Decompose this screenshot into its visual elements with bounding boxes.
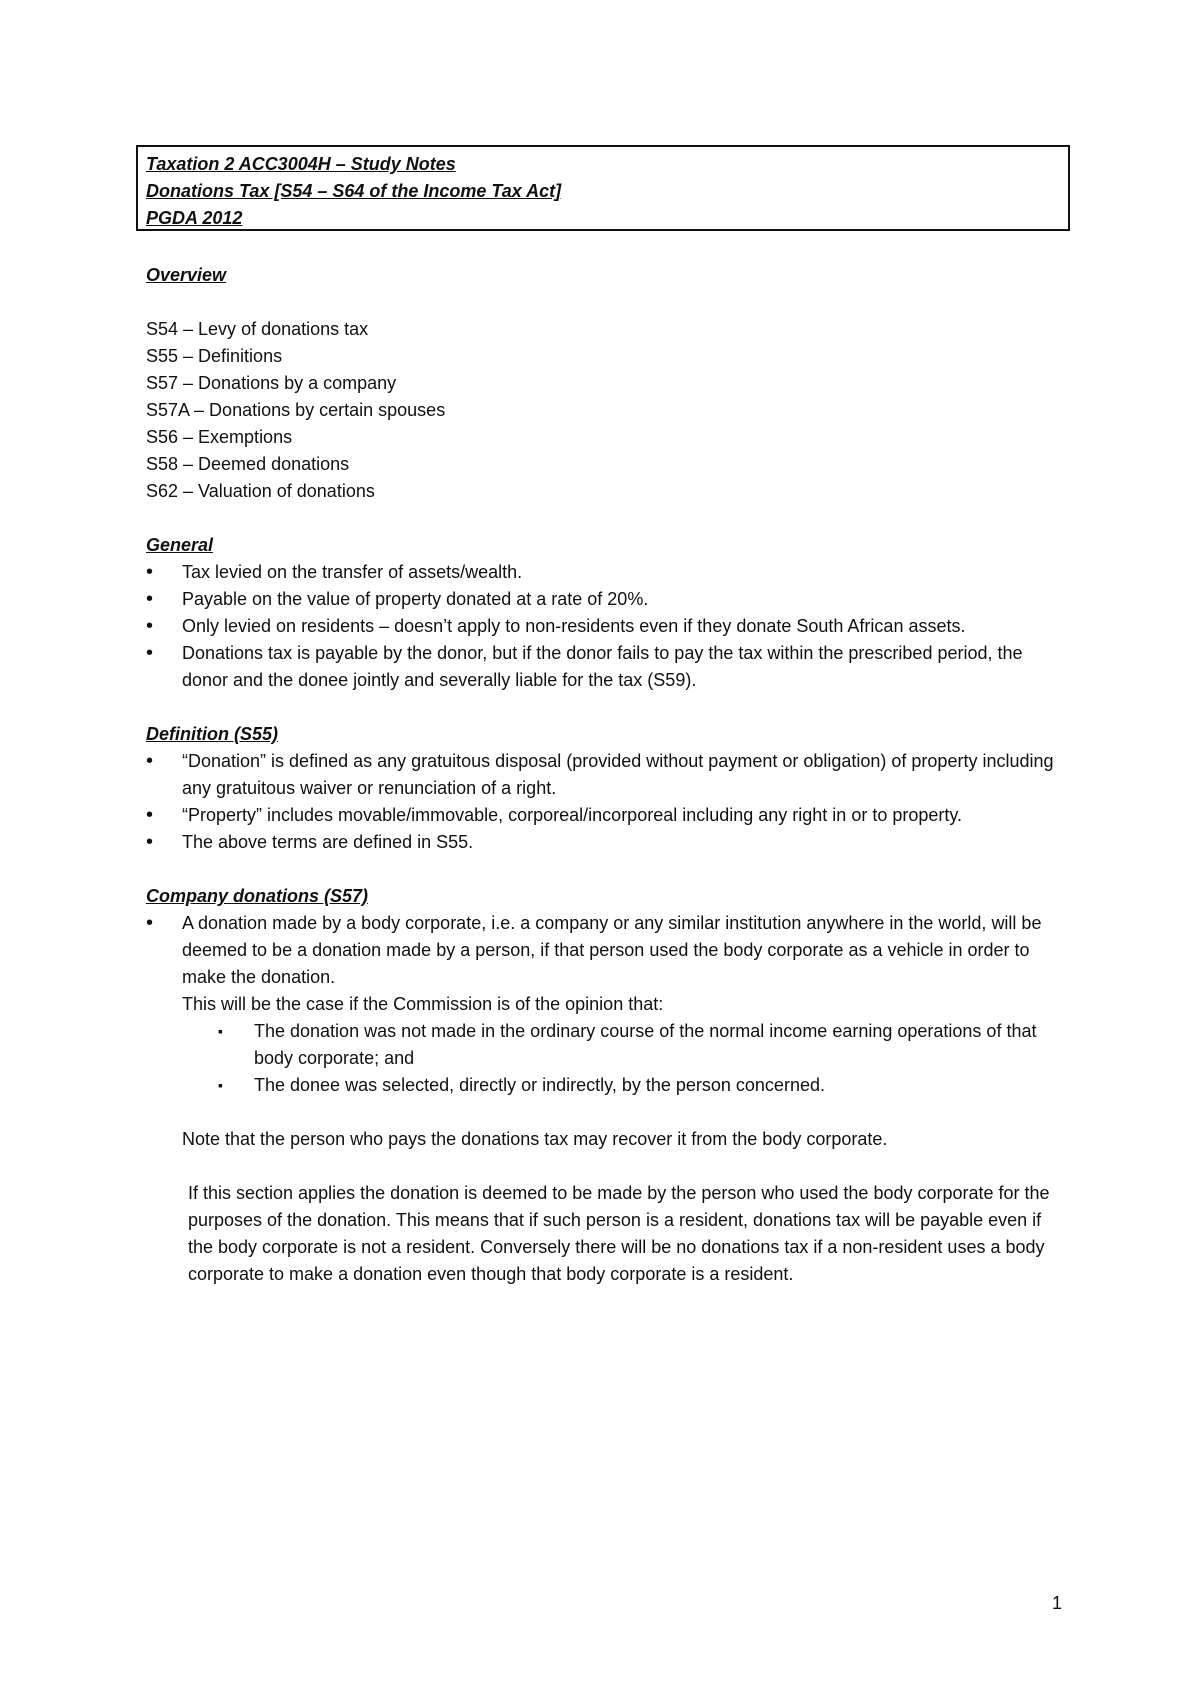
condition-item: ▪ The donation was not made in the ordinary course of the normal income earning operations of that body corporate; and <box>218 1018 1066 1072</box>
recovery-note: Note that the person who pays the donations tax may recover it from the body corporate. <box>182 1129 888 1149</box>
overview-item: S55 – Definitions <box>146 346 283 366</box>
document-body <box>146 262 1066 1288</box>
overview-item: S57 – Donations by a company <box>146 373 397 393</box>
topic-title: Donations Tax [S54 – S64 of the Income Tax Act] <box>146 181 562 201</box>
definition-list <box>146 748 1066 856</box>
programme-title: PGDA 2012 <box>146 208 243 228</box>
overview-list <box>146 316 1066 505</box>
definition-heading: Definition (S55) <box>146 724 279 744</box>
definition-bullet: • “Property” includes movable/immovable, corporeal/incorporeal including any right in or to property. <box>146 802 1066 829</box>
condition-list <box>146 1018 1066 1099</box>
general-bullet: • Payable on the value of property donated at a rate of 20%. <box>146 586 1066 613</box>
overview-item: S54 – Levy of donations tax <box>146 319 369 339</box>
overview-item: S57A – Donations by certain spouses <box>146 400 446 420</box>
company-heading: Company donations (S57) <box>146 886 369 906</box>
page-number: 1 <box>1051 1593 1062 1613</box>
definition-bullet: • “Donation” is defined as any gratuitous disposal (provided without payment or obligation) of property including any gratuitous waiver or renunciation of a right. <box>146 748 1066 802</box>
general-bullet: • Tax levied on the transfer of assets/wealth. <box>146 559 1066 586</box>
overview-heading: Overview <box>146 265 227 285</box>
overview-item: S62 – Valuation of donations <box>146 481 375 501</box>
general-list <box>146 559 1066 694</box>
company-bullet: • A donation made by a body corporate, i.e. a company or any similar institution anywhere in the world, will be deemed to be a donation made by a person, if that person used the body corporate as a vehicle in order to make the donation. <box>146 910 1066 991</box>
general-bullet: • Only levied on residents – doesn’t apply to non-residents even if they donate South African assets. <box>146 613 1066 640</box>
overview-item: S56 – Exemptions <box>146 427 293 447</box>
deemed-donation-paragraph: If this section applies the donation is deemed to be made by the person who used the body corporate for the purposes of the donation. This means that if such person is a resident, donations tax will be payable even if the body corporate is not a resident. Conversely there will be no donations tax if a non-resident uses a body corporate to make a donation even though that body corporate is a resident. <box>188 1183 1050 1284</box>
company-list <box>146 910 1066 991</box>
general-bullet: • Donations tax is payable by the donor, but if the donor fails to pay the tax within the prescribed period, the donor and the donee jointly and severally liable for the tax (S59). <box>146 640 1066 694</box>
title-box <box>136 145 1070 231</box>
course-title: Taxation 2 ACC3004H – Study Notes <box>146 154 456 174</box>
overview-item: S58 – Deemed donations <box>146 454 350 474</box>
definition-bullet: • The above terms are defined in S55. <box>146 829 1066 856</box>
general-heading: General <box>146 535 214 555</box>
case-intro: This will be the case if the Commission is of the opinion that: <box>182 994 664 1014</box>
condition-item: ▪ The donee was selected, directly or indirectly, by the person concerned. <box>218 1072 1066 1099</box>
